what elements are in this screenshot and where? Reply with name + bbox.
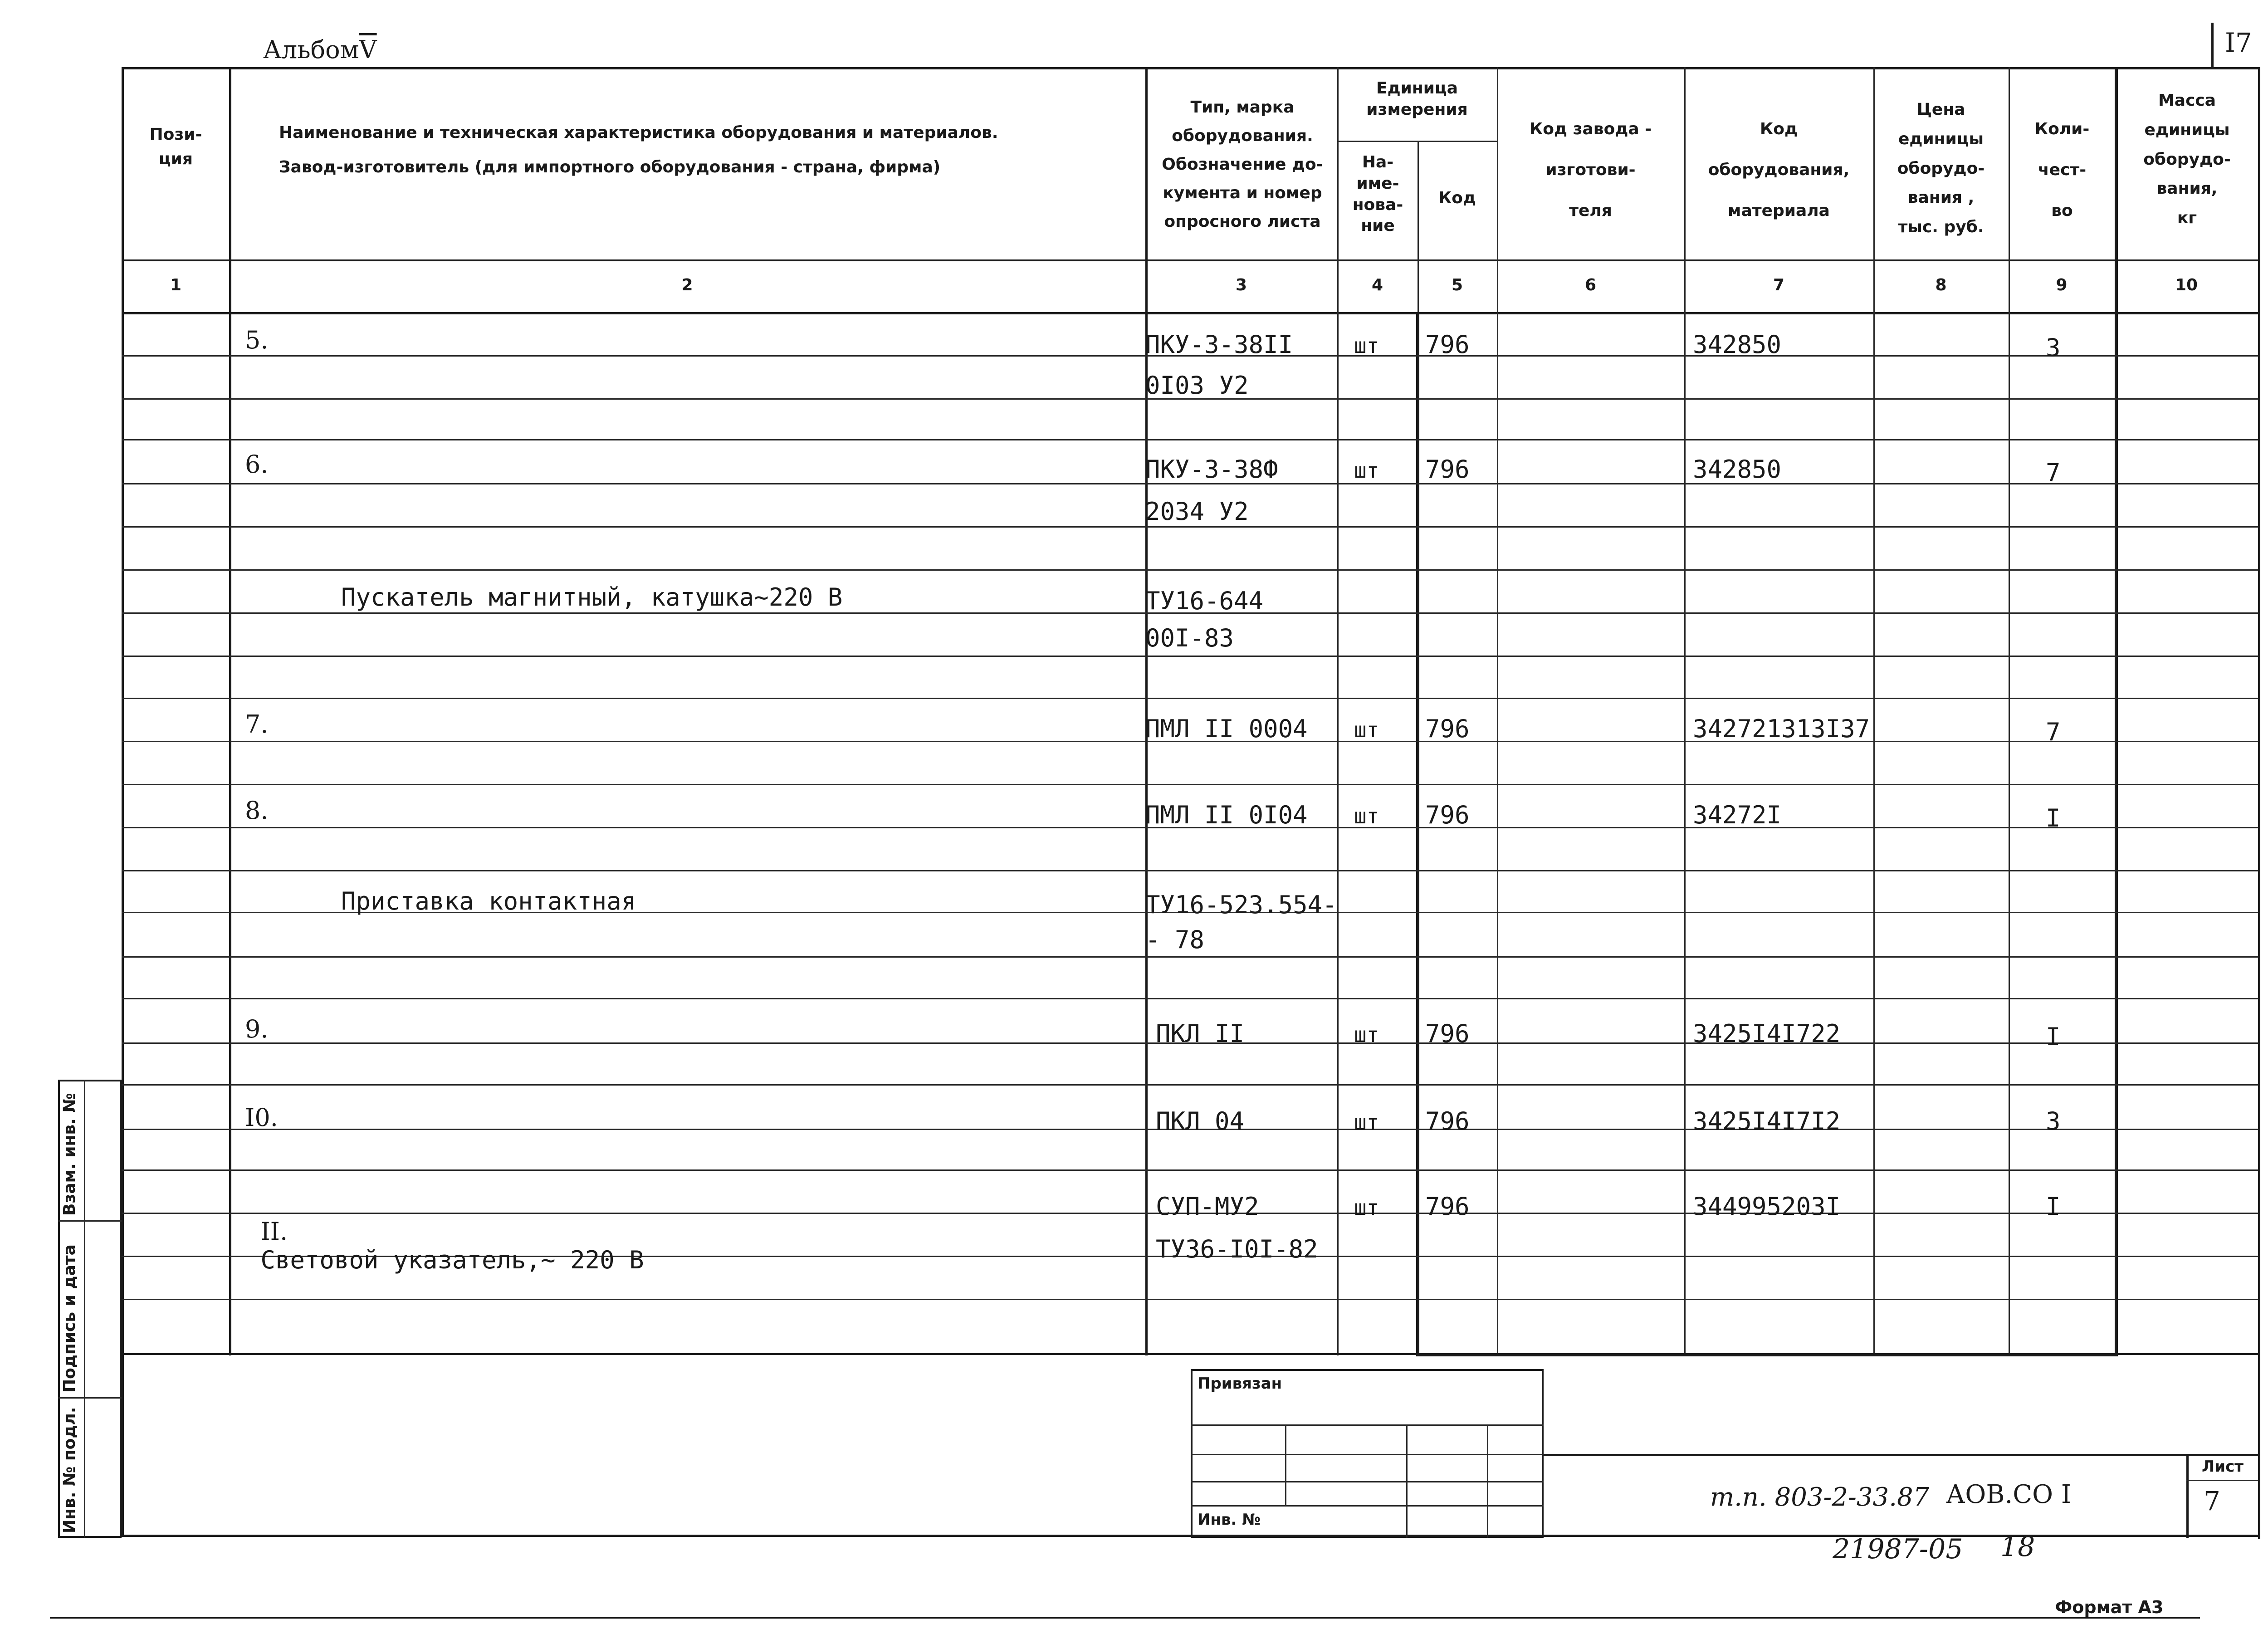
corner-divider xyxy=(2211,23,2214,68)
row-7-type1: ПМЛ II 0004 xyxy=(1145,714,1308,743)
row-line xyxy=(122,1299,2258,1300)
header-name: Наименование и техническая характеристика оборудования и материалов. Завод-изготовитель (для импортного оборудования - страна, фирма) xyxy=(279,123,998,176)
starter-type1: ТУ16-644 xyxy=(1145,587,1264,615)
album-mark: $\overline{V}$ xyxy=(359,35,377,64)
row-8-type1: ПМЛ II 0I04 xyxy=(1145,801,1308,829)
row-11-pos-number: II. xyxy=(260,1217,288,1246)
attachment-type1: ТУ16-523.554- xyxy=(1145,890,1337,919)
page-bottom-line xyxy=(50,1617,2200,1619)
bound-vline-1 xyxy=(1285,1424,1286,1505)
col-line-6 xyxy=(1684,67,1686,1355)
col-line-3 xyxy=(1337,67,1339,1355)
row-line xyxy=(122,698,2258,699)
col-num-3: 3 xyxy=(1235,276,1247,294)
row-10-code: 796 xyxy=(1425,1107,1470,1135)
row-10-pos: I0. xyxy=(245,1103,278,1132)
archive-page: 18 xyxy=(2000,1531,2035,1563)
col-num-7: 7 xyxy=(1773,276,1785,294)
col-line-9 xyxy=(2115,67,2118,1355)
header-plant-code: Код завода - изготови- теля xyxy=(1529,120,1652,220)
row-9-unit: шт xyxy=(1354,1022,1379,1047)
row-11-type2: ТУ36-I0I-82 xyxy=(1156,1235,1318,1263)
row-10-qty: 3 xyxy=(2046,1107,2061,1135)
bound-line-3 xyxy=(1191,1481,1544,1482)
header-quantity: Коли- чест- во xyxy=(2034,120,2090,220)
col-num-1: 1 xyxy=(170,276,182,294)
row-5-eqcode: 342850 xyxy=(1693,330,1782,359)
starter-name: Пускатель магнитный, катушка~220 В xyxy=(341,583,843,612)
doc-code: АОВ.СО I xyxy=(1946,1480,2071,1509)
row-line xyxy=(122,656,2258,657)
row-11-eqcode: 344995203I xyxy=(1693,1192,1841,1221)
header-price: Цена единицы оборудо- вания , тыс. руб. xyxy=(1897,100,1985,237)
album-text: Альбом xyxy=(263,35,359,64)
row-line xyxy=(122,784,2258,785)
col-num-6: 6 xyxy=(1584,276,1597,294)
col-num-5: 5 xyxy=(1451,276,1463,294)
bound-line-4 xyxy=(1191,1505,1544,1507)
row-10-eqcode: 3425I4I7I2 xyxy=(1693,1107,1841,1135)
row-9-eqcode: 3425I4I722 xyxy=(1693,1019,1841,1048)
format-label: Формат А3 xyxy=(2055,1597,2164,1617)
archive-number: 21987-05 xyxy=(1833,1533,1963,1565)
row-5-type2: 0I03 У2 xyxy=(1145,371,1249,400)
row-10-unit: шт xyxy=(1354,1110,1379,1135)
bound-label: Привязан xyxy=(1198,1375,1282,1393)
side-stamp-signature-date: Подпись и дата xyxy=(60,1244,79,1393)
bound-inv-label: Инв. № xyxy=(1198,1511,1261,1529)
col-line-2 xyxy=(1145,67,1148,1355)
col-num-9: 9 xyxy=(2056,276,2068,294)
row-5-qty: 3 xyxy=(2046,333,2061,362)
row-line xyxy=(122,956,2258,958)
sheet-corner-number: I7 xyxy=(2225,27,2252,58)
col-line-1 xyxy=(229,67,231,1355)
header-divider xyxy=(122,259,2258,261)
starter-type2: 00I-83 xyxy=(1145,624,1234,652)
header-unit-title: Единица измерения xyxy=(1366,79,1468,119)
row-7-code: 796 xyxy=(1425,714,1470,743)
side-stamp-inv-original: Инв. № подл. xyxy=(60,1407,79,1533)
row-line xyxy=(122,998,2258,999)
unit-subheader-line xyxy=(1337,141,1497,142)
col-line-4 xyxy=(1416,312,1419,1355)
col-number-divider xyxy=(122,312,2258,314)
header-equipment-code: Код оборудования, материала xyxy=(1708,120,1850,220)
row-7-pos: 7. xyxy=(245,710,269,739)
row-11-code: 796 xyxy=(1425,1192,1470,1221)
row-line xyxy=(122,1169,2258,1171)
col-line-5 xyxy=(1497,67,1498,1355)
table-right-border xyxy=(2258,67,2260,1539)
side-stamp-replaced-inv: Взам. инв. № xyxy=(60,1093,79,1216)
row-line xyxy=(122,1084,2258,1086)
row-line xyxy=(122,870,2258,871)
side-stamp-divider xyxy=(84,1080,85,1538)
sheet-box-divider xyxy=(2186,1480,2258,1481)
row-9-type1: ПКЛ II xyxy=(1156,1019,1245,1048)
row-8-unit: шт xyxy=(1354,804,1379,828)
header-unit-code: Код xyxy=(1438,189,1476,207)
col-line-7 xyxy=(1873,67,1875,1355)
row-11-qty: I xyxy=(2046,1192,2061,1221)
bound-line-2 xyxy=(1191,1454,1544,1455)
col-num-8: 8 xyxy=(1935,276,1947,294)
bound-line-1 xyxy=(1191,1424,1544,1426)
row-7-qty: 7 xyxy=(2046,718,2061,746)
row-9-pos: 9. xyxy=(245,1015,269,1043)
attachment-type2: - 78 xyxy=(1145,925,1205,954)
row-6-code: 796 xyxy=(1425,455,1470,484)
col-num-4: 4 xyxy=(1371,276,1383,294)
side-stamp-sep-2 xyxy=(58,1397,122,1399)
title-block-top xyxy=(1544,1454,2258,1456)
row-5-code: 796 xyxy=(1425,330,1470,359)
row-9-qty: I xyxy=(2046,1022,2061,1051)
header-position: Пози- ция xyxy=(149,125,202,168)
row-6-unit: шт xyxy=(1354,458,1379,483)
row-5-pos: 5. xyxy=(245,326,269,354)
row-8-pos: 8. xyxy=(245,796,269,825)
col-num-10: 10 xyxy=(2175,276,2198,294)
row-6-pos: 6. xyxy=(245,450,269,479)
row-8-code: 796 xyxy=(1425,801,1470,829)
row-7-unit: шт xyxy=(1354,718,1379,742)
sheet-number: 7 xyxy=(2204,1486,2220,1517)
row-10-type1: ПКЛ 04 xyxy=(1156,1107,1245,1135)
row-6-qty: 7 xyxy=(2046,458,2061,487)
header-unit-name: На- име- нова- ние xyxy=(1352,153,1403,235)
col-num-2: 2 xyxy=(681,276,693,294)
row-8-eqcode: 34272I xyxy=(1693,801,1782,829)
row-line xyxy=(122,569,2258,571)
row-6-eqcode: 342850 xyxy=(1693,455,1782,484)
row-11-name: Световой указатель,~ 220 В xyxy=(260,1246,644,1274)
bound-vline-3 xyxy=(1487,1424,1488,1538)
table-body-bottom xyxy=(122,1353,2258,1355)
col-line-8 xyxy=(2009,67,2010,1355)
row-9-code: 796 xyxy=(1425,1019,1470,1048)
side-stamp-sep-1 xyxy=(58,1220,122,1222)
row-6-type2: 2034 У2 xyxy=(1145,497,1249,526)
header-type: Тип, марка оборудования. Обозначение до- кумента и номер опросного листа xyxy=(1162,98,1323,231)
row-line xyxy=(122,526,2258,528)
row-11-type1: СУП-МУ2 xyxy=(1156,1192,1259,1221)
row-11-pos xyxy=(245,1189,644,1274)
sheet-label: Лист xyxy=(2202,1458,2244,1476)
row-7-eqcode: 342721313I37 xyxy=(1693,714,1870,743)
row-11-unit: шт xyxy=(1354,1195,1379,1220)
header-mass: Масса единицы оборудо- вания, кг xyxy=(2143,91,2231,228)
row-line xyxy=(122,439,2258,440)
album-label xyxy=(263,35,377,64)
attachment-name: Приставка контактная xyxy=(341,887,636,915)
row-8-qty: I xyxy=(2046,804,2061,832)
bound-vline-2 xyxy=(1406,1424,1408,1538)
row-5-type1: ПКУ-3-38II xyxy=(1145,330,1293,359)
row-6-type1: ПКУ-3-38Ф xyxy=(1145,455,1278,484)
doc-number-handwritten: т.п. 803-2-33.87 xyxy=(1710,1482,1930,1512)
row-5-unit: шт xyxy=(1354,333,1379,358)
